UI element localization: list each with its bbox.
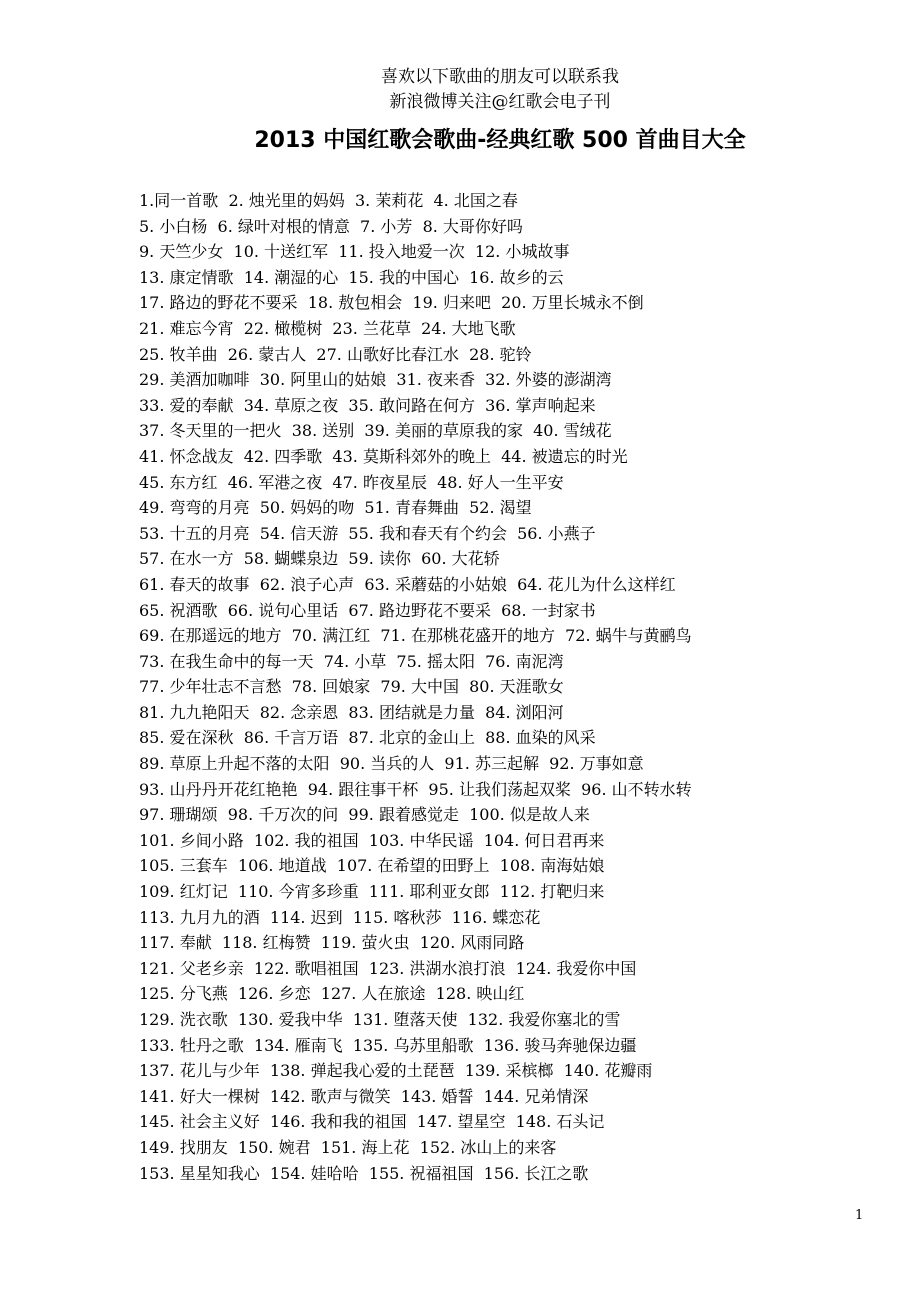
song-line: 89. 草原上升起不落的太阳 90. 当兵的人 91. 苏三起解 92. 万事如意	[139, 754, 644, 774]
song-line: 33. 爱的奉献 34. 草原之夜 35. 敢问路在何方 36. 掌声响起来	[139, 395, 596, 415]
song-line: 49. 弯弯的月亮 50. 妈妈的吻 51. 青春舞曲 52. 渴望	[139, 498, 532, 518]
song-line: 137. 花儿与少年 138. 弹起我心爱的土琵琶 139. 采槟榔 140. 花瓣雨	[139, 1061, 653, 1081]
song-line: 37. 冬天里的一把火 38. 送别 39. 美丽的草原我的家 40. 雪绒花	[139, 421, 612, 441]
song-line: 85. 爱在深秋 86. 千言万语 87. 北京的金山上 88. 血染的风采	[139, 728, 596, 748]
song-line: 125. 分飞燕 126. 乡恋 127. 人在旅途 128. 映山红	[139, 984, 525, 1004]
song-line: 9. 天竺少女 10. 十送红军 11. 投入地爱一次 12. 小城故事	[139, 242, 570, 262]
song-line: 41. 怀念战友 42. 四季歌 43. 莫斯科郊外的晚上 44. 被遗忘的时光	[139, 446, 628, 466]
song-line: 45. 东方红 46. 军港之夜 47. 昨夜星辰 48. 好人一生平安	[139, 472, 564, 492]
song-line: 57. 在水一方 58. 蝴蝶泉边 59. 读你 60. 大花轿	[139, 549, 500, 569]
song-line: 145. 社会主义好 146. 我和我的祖国 147. 望星空 148. 石头记	[139, 1112, 605, 1132]
song-line: 1.同一首歌 2. 烛光里的妈妈 3. 茉莉花 4. 北国之春	[139, 191, 518, 210]
song-list	[139, 188, 692, 1186]
song-line: 77. 少年壮志不言愁 78. 回娘家 79. 大中国 80. 天涯歌女	[139, 677, 564, 697]
song-line: 21. 难忘今宵 22. 橄榄树 23. 兰花草 24. 大地飞歌	[139, 318, 516, 338]
song-line: 141. 好大一棵树 142. 歌声与微笑 143. 婚誓 144. 兄弟情深	[139, 1086, 589, 1106]
song-line: 93. 山丹丹开花红艳艳 94. 跟往事干杯 95. 让我们荡起双桨 96. 山不转水转	[139, 779, 692, 799]
song-line: 17. 路边的野花不要采 18. 敖包相会 19. 归来吧 20. 万里长城永不倒	[139, 293, 644, 313]
song-line: 73. 在我生命中的每一天 74. 小草 75. 摇太阳 76. 南泥湾	[139, 651, 564, 671]
song-line: 121. 父老乡亲 122. 歌唱祖国 123. 洪湖水浪打浪 124. 我爱你中国	[139, 958, 637, 978]
page-number: 1	[855, 1208, 864, 1223]
song-line: 65. 祝酒歌 66. 说句心里话 67. 路边野花不要采 68. 一封家书	[139, 600, 596, 620]
song-line: 13. 康定情歌 14. 潮湿的心 15. 我的中国心 16. 故乡的云	[139, 267, 564, 287]
song-line: 61. 春天的故事 62. 浪子心声 63. 采蘑菇的小姑娘 64. 花儿为什么这样红	[139, 574, 676, 594]
song-line: 117. 奉献 118. 红梅赞 119. 萤火虫 120. 风雨同路	[139, 933, 525, 953]
song-line: 81. 九九艳阳天 82. 念亲恩 83. 团结就是力量 84. 浏阳河	[139, 702, 564, 722]
song-line: 69. 在那遥远的地方 70. 满江红 71. 在那桃花盛开的地方 72. 蜗牛与黄鹂鸟	[139, 626, 692, 646]
song-line: 129. 洗衣歌 130. 爱我中华 131. 堕落天使 132. 我爱你塞北的雪	[139, 1010, 621, 1029]
song-line: 97. 珊瑚颂 98. 千万次的问 99. 跟着感觉走 100. 似是故人来	[139, 805, 590, 825]
page-title: 2013 中国红歌会歌曲-经典红歌 500 首曲目大全	[254, 128, 746, 153]
song-line: 5. 小白杨 6. 绿叶对根的情意 7. 小芳 8. 大哥你好吗	[139, 216, 523, 236]
song-line: 149. 找朋友 150. 婉君 151. 海上花 152. 冰山上的来客	[139, 1137, 557, 1157]
song-line: 133. 牡丹之歌 134. 雁南飞 135. 乌苏里船歌 136. 骏马奔驰保边疆	[139, 1035, 637, 1055]
song-line: 109. 红灯记 110. 今宵多珍重 111. 耶利亚女郎 112. 打靶归来	[139, 882, 605, 902]
song-line: 29. 美酒加咖啡 30. 阿里山的姑娘 31. 夜来香 32. 外婆的澎湖湾	[139, 370, 612, 390]
song-line: 53. 十五的月亮 54. 信天游 55. 我和春天有个约会 56. 小燕子	[139, 523, 596, 543]
song-line: 105. 三套车 106. 地道战 107. 在希望的田野上 108. 南海姑娘	[139, 856, 605, 876]
header-line-1: 喜欢以下歌曲的朋友可以联系我	[381, 67, 619, 87]
song-line: 113. 九月九的酒 114. 迟到 115. 喀秋莎 116. 蝶恋花	[139, 907, 541, 927]
song-line: 153. 星星知我心 154. 娃哈哈 155. 祝福祖国 156. 长江之歌	[139, 1163, 589, 1183]
song-line: 25. 牧羊曲 26. 蒙古人 27. 山歌好比春江水 28. 驼铃	[139, 344, 532, 364]
header-line-2: 新浪微博关注@红歌会电子刊	[389, 92, 611, 112]
song-line: 101. 乡间小路 102. 我的祖国 103. 中华民谣 104. 何日君再来	[139, 830, 605, 850]
